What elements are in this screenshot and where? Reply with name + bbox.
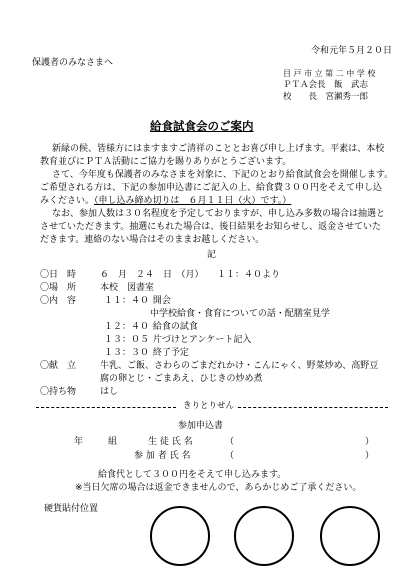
schedule-item: 開会 bbox=[152, 296, 171, 306]
student-name-open: （ bbox=[225, 437, 235, 447]
schedule-item: 給食の試食 bbox=[152, 322, 198, 332]
participant-name-label: 参 加 者 氏 名 bbox=[134, 451, 191, 461]
addressee: 保護者のみなさまへ bbox=[32, 58, 114, 68]
page-title: 給食試食会のご案内 bbox=[150, 119, 254, 133]
schedule-row bbox=[104, 296, 171, 307]
body-line: さて、今年度も保護者のみなさまを対象に、下記のとおり給食試食会を開催します。 bbox=[52, 170, 394, 180]
coin-position-circle bbox=[234, 506, 294, 566]
detail-value: 本校 図書室 bbox=[100, 283, 155, 293]
form-title: 参加申込書 bbox=[178, 421, 224, 431]
grade-label: 年 bbox=[74, 437, 84, 447]
coin-position-circle bbox=[150, 506, 210, 566]
schedule-row bbox=[104, 322, 198, 333]
deadline-text: （申し込み締め切りは ６月１１日（火）です。） bbox=[94, 196, 292, 206]
cut-label: きりとりせん bbox=[183, 401, 235, 411]
detail-value: はし bbox=[100, 387, 119, 397]
schedule-row bbox=[104, 348, 189, 359]
body-line: させていただきます。抽選にもれた場合は、後日結果をお知らせし、返金させていた bbox=[40, 222, 382, 232]
sender-pta: ＰＴＡ会長 飯 武志 bbox=[283, 80, 369, 90]
coin-position-circle bbox=[320, 506, 380, 566]
body-line: だきます。連絡のない場合はそのままお越しください。 bbox=[40, 235, 265, 245]
participant-name-open: （ bbox=[225, 451, 235, 461]
fee-note: 給食代として３００円をそえて申し込みます。 bbox=[98, 470, 287, 480]
class-label: 組 bbox=[108, 437, 118, 447]
schedule-time: １３：０５ bbox=[104, 335, 150, 345]
schedule-time: １１：４０ bbox=[104, 296, 150, 306]
cut-line-right bbox=[238, 407, 388, 408]
detail-label: 〇持ち物 bbox=[40, 387, 77, 397]
stamp-label: 硬貨貼付位置 bbox=[44, 504, 99, 514]
body-line: なお、参加人数は３０名程度を予定しておりますが、申し込み多数の場合は抽選と bbox=[52, 209, 386, 219]
participant-name-close: ） bbox=[365, 451, 375, 461]
schedule-item: 片づけとアンケート記入 bbox=[152, 335, 252, 345]
body-line bbox=[40, 196, 291, 207]
body-line: ご希望される方は、下記の参加申込書にご記入の上、給食費３００円をそえて申し込 bbox=[40, 183, 383, 193]
ki-heading: 記 bbox=[207, 250, 217, 260]
refund-note: ※当日欠席の場合は返金できませんので、あらかじめご了承ください。 bbox=[75, 483, 362, 493]
schedule-item: 中学校給食・食育についての話・配膳室見学 bbox=[150, 309, 330, 319]
detail-value: 腐の卵とじ・ごまあえ、ひじきの炒め煮 bbox=[100, 374, 263, 384]
sender-principal: 校 長 宮瀬秀一郎 bbox=[283, 92, 369, 102]
cut-line-left bbox=[36, 407, 176, 408]
detail-value: ６ 月 ２４ 日 （月） １１：４０より bbox=[100, 270, 281, 280]
schedule-item: 終了予定 bbox=[152, 348, 189, 358]
schedule-time: １２：４０ bbox=[104, 322, 150, 332]
student-name-label: 生 徒 氏 名 bbox=[148, 437, 193, 447]
schedule-row bbox=[150, 309, 330, 320]
detail-value: 牛乳、ご飯、さわらのごまだれかけ・こんにゃく、野菜炒め、高野豆 bbox=[100, 361, 379, 371]
body-line: 新緑の候、皆様方にはますますご清祥のこととお喜び申し上げます。平素は、本校 bbox=[52, 144, 385, 154]
detail-label: 〇場 所 bbox=[40, 283, 77, 293]
body-line: 教育並びにＰＴＡ活動にご協力を賜りありがとうございます。 bbox=[40, 157, 292, 167]
detail-label: 〇内 容 bbox=[40, 296, 77, 306]
date: 令和元年５月２０日 bbox=[310, 46, 392, 56]
schedule-time: １３：３０ bbox=[104, 348, 150, 358]
student-name-close: ） bbox=[365, 437, 375, 447]
sender-school: 目 戸 市 立 第 二 中 学 校 bbox=[283, 69, 376, 78]
detail-label: 〇日 時 bbox=[40, 270, 77, 280]
schedule-row bbox=[104, 335, 251, 346]
body-text: みください。 bbox=[40, 196, 95, 206]
detail-label: 〇献 立 bbox=[40, 361, 77, 371]
